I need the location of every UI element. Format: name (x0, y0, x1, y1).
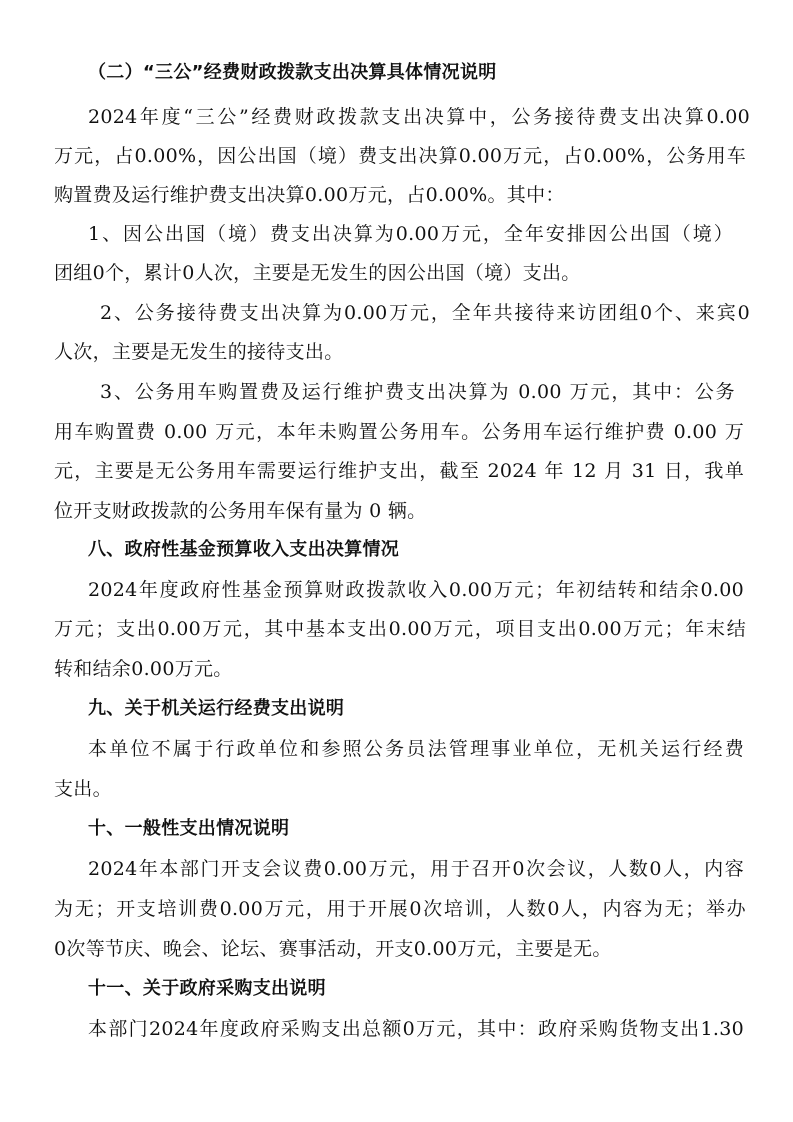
paragraph-line: 万元；支出0.00万元，其中基本支出0.00万元，项目支出0.00万元；年末结 (54, 618, 746, 640)
section-heading-three-public-expenses: （二）“三公”经费财政拨款支出决算具体情况说明 (88, 62, 497, 83)
paragraph-line: 用车购置费 0.00 万元，本年未购置公务用车。公务用车运行维护费 0.00 万 (54, 421, 744, 443)
paragraph-line: 转和结余0.00万元。 (54, 658, 233, 680)
paragraph-line: 万元，占0.00%，因公出国（境）费支出决算0.00万元，占0.00%，公务用车 (54, 145, 746, 167)
paragraph-line: 2、公务接待费支出决算为0.00万元，全年共接待来访团组0个、来宾0 (100, 302, 750, 324)
paragraph-line: 为无；开支培训费0.00万元，用于开展0次培训，人数0人，内容为无；举办 (54, 898, 746, 920)
paragraph-line: 人次，主要是无发生的接待支出。 (54, 341, 344, 363)
paragraph-line: 3、公务用车购置费及运行维护费支出决算为 0.00 万元，其中：公务 (100, 381, 735, 403)
paragraph-line: 本单位不属于行政单位和参照公务员法管理事业单位，无机关运行经费 (88, 738, 744, 760)
paragraph-line: 购置费及运行维护费支出决算0.00万元，占0.00%。其中： (54, 184, 565, 206)
paragraph-line: 2024年度政府性基金预算财政拨款收入0.00万元；年初结转和结余0.00 (88, 579, 744, 601)
paragraph-line: 支出。 (54, 778, 112, 800)
paragraph-line: 元，主要是无公务用车需要运行维护支出，截至 2024 年 12 月 31 日，我单 (54, 460, 744, 482)
paragraph-line: 团组0个，累计0人次，主要是无发生的因公出国（境）支出。 (54, 262, 581, 284)
paragraph-line: 2024年本部门开支会议费0.00万元，用于召开0次会议，人数0人，内容 (88, 858, 744, 880)
paragraph-line: 本部门2024年度政府采购支出总额0万元，其中：政府采购货物支出1.30 (88, 1018, 744, 1040)
section-heading-government-fund-budget: 八、政府性基金预算收入支出决算情况 (88, 539, 400, 560)
paragraph-line: 位开支财政拨款的公务用车保有量为 0 辆。 (54, 500, 427, 522)
section-heading-government-procurement: 十一、关于政府采购支出说明 (88, 978, 326, 999)
paragraph-line: 1、因公出国（境）费支出决算为0.00万元，全年安排因公出国（境） (88, 223, 733, 245)
paragraph-line: 0次等节庆、晚会、论坛、赛事活动，开支0.00万元，主要是无。 (54, 938, 612, 960)
section-heading-general-expenses: 十、一般性支出情况说明 (88, 818, 290, 839)
section-heading-operating-expenses: 九、关于机关运行经费支出说明 (88, 698, 345, 719)
paragraph-line: 2024年度“三公”经费财政拨款支出决算中，公务接待费支出决算0.00 (88, 106, 750, 128)
